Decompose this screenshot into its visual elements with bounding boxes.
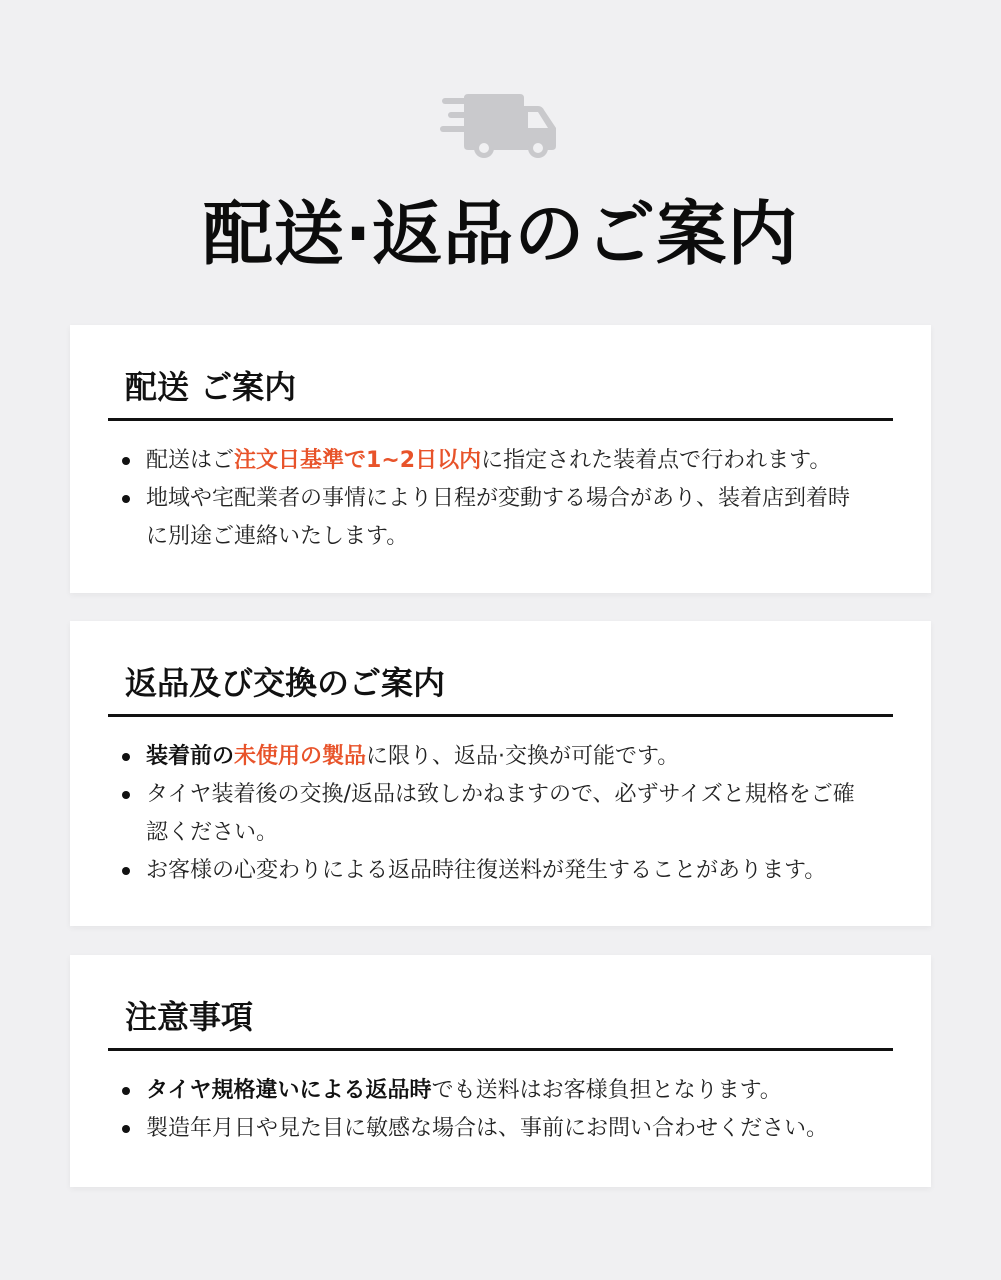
list-item [120, 776, 860, 852]
divider [108, 1048, 893, 1051]
shipping-card [70, 325, 931, 593]
bullet-icon [122, 495, 130, 503]
bullet-icon [122, 753, 130, 761]
highlight-text: 未使用の製品 [234, 744, 367, 769]
list-item [120, 738, 860, 776]
page-title: 配送·返品のご案内 [202, 193, 799, 275]
shipping-card-title: 配送 ご案内 [125, 368, 297, 406]
returns-list [120, 738, 860, 890]
bold-text: タイヤ規格違いによる返品時 [146, 1078, 432, 1103]
list-item-text: タイヤ装着後の交換/返品は致しかねますので、必ずサイズと規格をご確認ください。 [146, 782, 855, 845]
delivery-truck-icon [440, 92, 560, 158]
list-item [120, 852, 860, 890]
list-item-text: お客様の心変わりによる返品時往復送料が発生することがあります。 [146, 858, 827, 883]
list-item [120, 442, 860, 480]
bullet-icon [122, 457, 130, 465]
list-item-text: 配送はご [146, 448, 235, 473]
list-item-text: 地域や宅配業者の事情により日程が変動する場合があり、装着店到着時に別途ご連絡いたします。 [146, 486, 851, 549]
shipping-list [120, 442, 860, 556]
returns-card-title: 返品及び交換のご案内 [125, 664, 446, 702]
list-item [120, 1110, 860, 1148]
bold-text: 装着前の [146, 744, 235, 769]
notes-card-title: 注意事項 [125, 998, 254, 1036]
divider [108, 418, 893, 421]
divider [108, 714, 893, 717]
bullet-icon [122, 1125, 130, 1133]
list-item-text: でも送料はお客様負担となります。 [431, 1078, 782, 1103]
list-item-text: に指定された装着点で行われます。 [481, 448, 832, 473]
bullet-icon [122, 791, 130, 799]
returns-card [70, 621, 931, 926]
list-item [120, 480, 860, 556]
bullet-icon [122, 867, 130, 875]
notes-card [70, 955, 931, 1187]
bullet-icon [122, 1087, 130, 1095]
list-item [120, 1072, 860, 1110]
notes-list [120, 1072, 860, 1148]
highlight-text: 注文日基準で1~2日以内 [234, 448, 482, 473]
list-item-text: 製造年月日や見た目に敏感な場合は、事前にお問い合わせください。 [146, 1116, 829, 1141]
list-item-text: に限り、返品·交換が可能です。 [366, 744, 680, 769]
